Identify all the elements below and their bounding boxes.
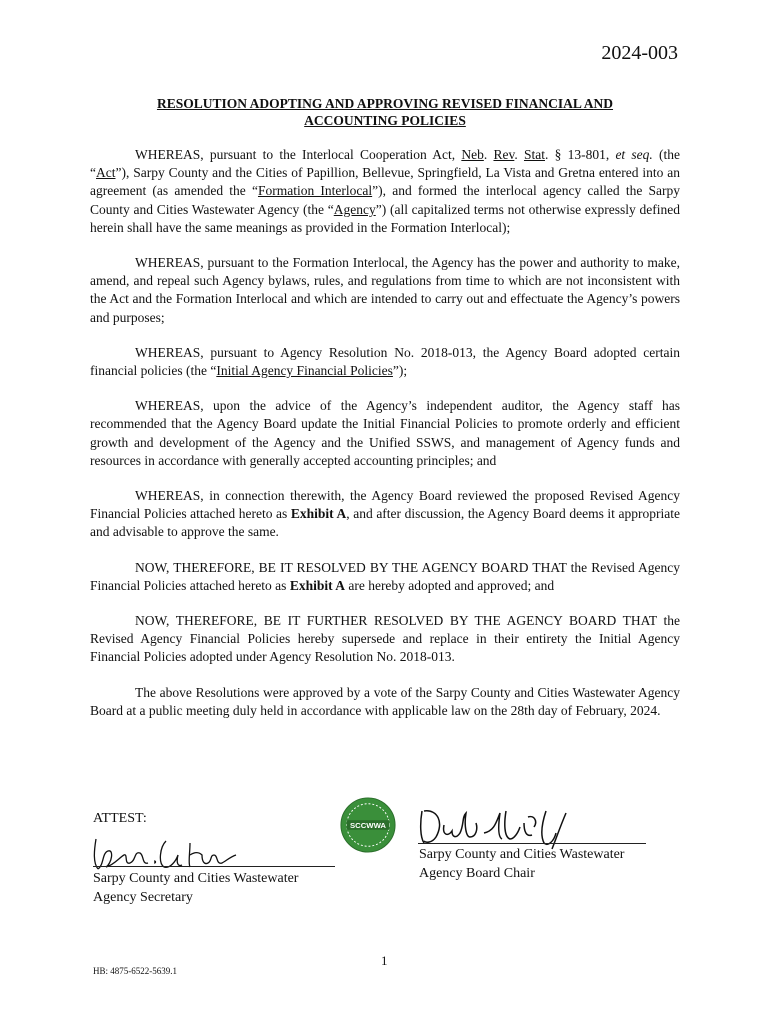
document-title xyxy=(90,95,680,129)
p5-text-1: WHEREAS, in connection therewith, the Agency Board reviewed the proposed Revised Agency Financial Policies attached hereto as xyxy=(90,488,680,522)
p3-initial-policies-term: Initial Agency Financial Policies xyxy=(216,363,393,379)
p1-rev: Rev xyxy=(493,147,515,162)
whereas-paragraph-1 xyxy=(90,146,680,237)
p1-et-seq: et seq. xyxy=(615,147,653,162)
p1-text-3: . xyxy=(514,147,524,162)
p1-text-1: WHEREAS, pursuant to the Interlocal Cooperation Act, xyxy=(135,147,462,162)
p1-text-8: ”) (all capitalized terms not otherwise expressly defined herein shall have the same meanings as provided in the Formation Interlocal); xyxy=(90,201,680,235)
whereas-paragraph-5 xyxy=(90,487,680,542)
resolved-paragraph-1 xyxy=(90,559,680,595)
title-line-2: ACCOUNTING POLICIES xyxy=(304,113,466,128)
p6-text-1: NOW, THEREFORE, BE IT RESOLVED BY THE AGENCY BOARD THAT the Revised Agency Financial Policies attached hereto as xyxy=(90,559,680,593)
whereas-paragraph-2: WHEREAS, pursuant to the Formation Interlocal, the Agency has the power and authority to make, amend, and repeal such Agency bylaws, rules, and regulations from time to which are not inconsistent with the Act and the Formation Interlocal and which are intended to carry out and effectuate the Agency’s powers and purposes; xyxy=(90,255,680,325)
agency-seal-logo xyxy=(339,796,397,854)
p1-formation-interlocal-term: Formation Interlocal xyxy=(257,183,373,199)
whereas-paragraph-3 xyxy=(90,344,680,380)
p1-neb: Neb xyxy=(461,147,484,162)
p1-text-2: . xyxy=(483,147,494,162)
resolved-paragraph-2: NOW, THEREFORE, BE IT FURTHER RESOLVED BY THE AGENCY BOARD THAT the Revised Agency Financial Policies hereby supersede and replace in their entirety the Initial Agency Financial Policies adopted under Agency Resolution No. 2018-013. xyxy=(90,613,680,665)
secretary-caption-line-2: Agency Secretary xyxy=(93,890,193,905)
p6-exhibit-a: Exhibit A xyxy=(289,577,345,593)
p1-text-5: (the “ xyxy=(90,147,681,181)
p5-text-2: , and after discussion, the Agency Board deems it appropriate and advisable to approve the same. xyxy=(90,506,680,540)
document-number: 2024-003 xyxy=(601,42,678,64)
resolution-body xyxy=(90,146,680,737)
chair-caption xyxy=(419,845,624,883)
secretary-signature xyxy=(90,833,240,873)
secretary-signature-line xyxy=(93,866,335,867)
attest-label: ATTEST: xyxy=(93,811,147,826)
p3-text-2: ”); xyxy=(392,363,408,379)
p1-text-7: ”), and formed the interlocal agency called the Sarpy County and Cities Wastewater Agency (the “ xyxy=(90,183,681,217)
p1-act-term: Act xyxy=(96,165,116,181)
p3-text-1: WHEREAS, pursuant to Agency Resolution No. 2018-013, the Agency Board adopted certain financial policies (the “ xyxy=(90,344,680,379)
p1-text-6: ”), Sarpy County and the Cities of Papillion, Bellevue, Springfield, La Vista and Gretna entered into an agreement (as amended the “ xyxy=(90,165,680,199)
whereas-paragraph-4: WHEREAS, upon the advice of the Agency’s independent auditor, the Agency staff has recommended that the Agency Board update the Initial Financial Policies to promote orderly and efficient growth and development of the Agency and the Unified SSWS, and management of Agency funds and resources in accordance with generally accepted accounting principles; and xyxy=(90,398,680,468)
p1-text-4: . § 13-801, xyxy=(544,147,616,162)
p1-agency-term: Agency xyxy=(333,201,376,217)
footer-doc-id: HB: 4875-6522-5639.1 xyxy=(93,966,177,976)
title-line-1: RESOLUTION ADOPTING AND APPROVING REVISED FINANCIAL AND xyxy=(156,96,614,111)
p6-text-2: are hereby adopted and approved; and xyxy=(344,577,555,593)
p5-exhibit-a: Exhibit A xyxy=(290,506,347,522)
chair-caption-line-1: Sarpy County and Cities Wastewater xyxy=(419,847,625,862)
chair-signature-line xyxy=(418,843,646,844)
secretary-caption xyxy=(93,869,298,907)
approval-paragraph: The above Resolutions were approved by a vote of the Sarpy County and Cities Wastewater Agency Board at a public meeting duly held in accordance with applicable law on the 28th day of February, 2024. xyxy=(90,684,680,718)
page-number: 1 xyxy=(381,953,388,968)
seal-text: SCCWWA xyxy=(349,820,387,830)
p1-stat: Stat xyxy=(523,147,545,162)
secretary-caption-line-1: Sarpy County and Cities Wastewater xyxy=(93,871,299,886)
chair-caption-line-2: Agency Board Chair xyxy=(419,866,535,881)
